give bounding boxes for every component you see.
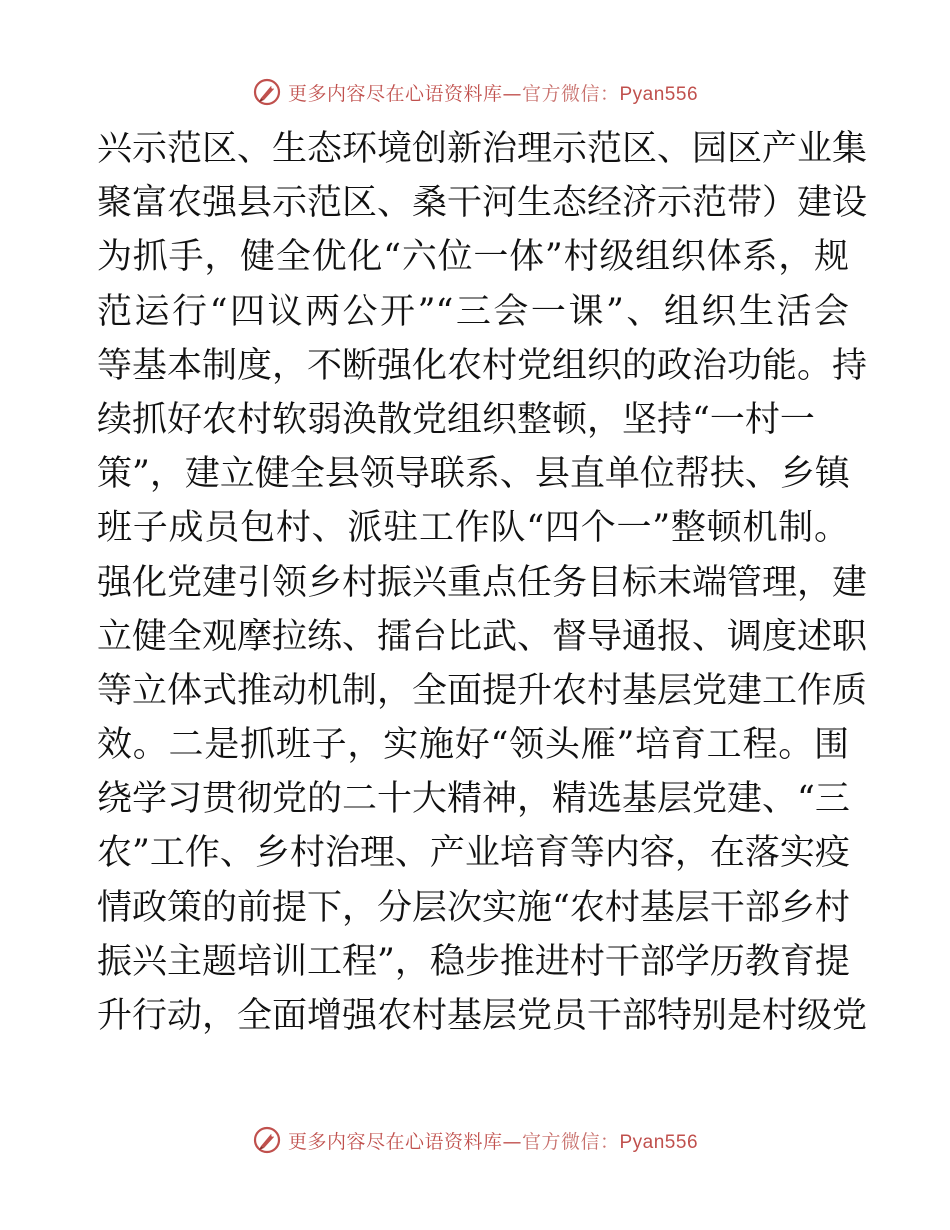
text-line: 兴示范区、生态环境创新治理示范区、园区产业集 [97, 129, 868, 169]
watermark-text [288, 79, 698, 106]
text-line: 强化党建引领乡村振兴重点任务目标末端管理，建 [97, 562, 868, 603]
watermark-text [288, 1127, 698, 1154]
document-body [97, 122, 868, 1043]
watermark-wechat-label: 官方微信： [521, 1130, 620, 1153]
text-line: 效。二是抓班子，实施好“领头雁”培育工程。围 [97, 725, 849, 766]
text-line: 为抓手，健全优化“六位一体”村级组织体系，规 [97, 237, 849, 278]
pen-logo-icon [252, 1125, 282, 1155]
pen-logo-icon [252, 77, 282, 107]
watermark-wechat-label: 官方微信： [521, 82, 620, 105]
watermark-wechat-id: Pyan556 [619, 1131, 699, 1153]
text-line: 等立体式推动机制，全面提升农村基层党建工作质 [97, 670, 868, 711]
watermark-main: 更多内容尽在心语资料库 [287, 1130, 503, 1153]
text-line: 范运行“四议两公开”“三会一课”、组织生活会 [97, 291, 849, 332]
text-line: 续抓好农村软弱涣散党组织整顿，坚持“一村一 [97, 399, 815, 440]
watermark-dash: — [502, 1130, 522, 1153]
text-line: 情政策的前提下，分层次实施“农村基层干部乡村 [97, 887, 850, 928]
text-line: 振兴主题培训工程”，稳步推进村干部学历教育提 [97, 941, 850, 982]
text-line: 策”，建立健全县领导联系、县直单位帮扶、乡镇 [97, 454, 850, 495]
watermark-main: 更多内容尽在心语资料库 [287, 82, 503, 105]
watermark-wechat-id: Pyan556 [619, 83, 699, 105]
text-line: 升行动，全面增强农村基层党员干部特别是村级党 [97, 996, 868, 1036]
text-line: 农”工作、乡村治理、产业培育等内容，在落实疫 [97, 833, 850, 874]
text-line: 等基本制度，不断强化农村党组织的政治功能。持 [97, 345, 868, 386]
text-line: 绕学习贯彻党的二十大精神，精选基层党建、“三 [97, 779, 850, 820]
footer-watermark [0, 1125, 950, 1155]
header-watermark [0, 77, 950, 107]
text-line: 立健全观摩拉练、擂台比武、督导通报、调度述职 [97, 616, 868, 657]
text-line: 聚富农强县示范区、桑干河生态经济示范带）建设 [97, 183, 868, 224]
watermark-dash: — [502, 82, 522, 105]
text-line: 班子成员包村、派驻工作队“四个一”整顿机制。 [97, 508, 849, 549]
